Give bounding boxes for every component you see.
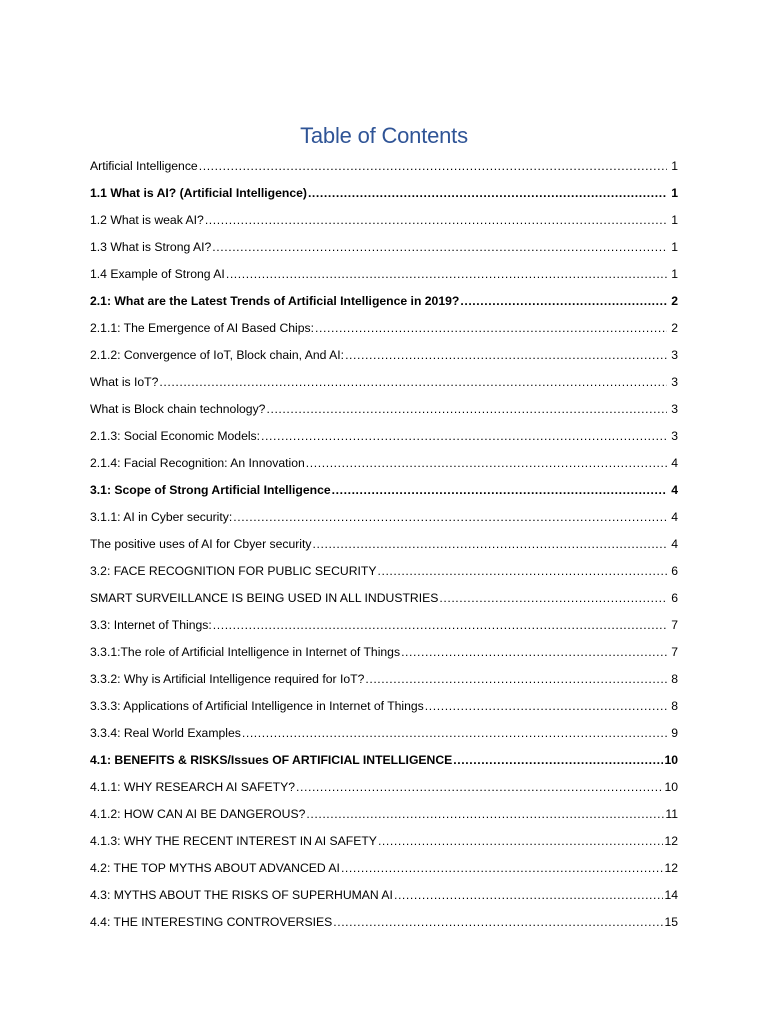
toc-entry[interactable] <box>90 423 678 450</box>
toc-page-number: 8 <box>671 699 678 713</box>
toc-entry-label: 3.3: Internet of Things: <box>90 618 212 632</box>
toc-entry-label: The positive uses of AI for Cbyer security <box>90 537 312 551</box>
toc-list <box>90 153 678 936</box>
toc-entry-label: 4.1: BENEFITS & RISKS/Issues OF ARTIFICIAL INTELLIGENCE <box>90 753 453 767</box>
toc-entry-label: 4.1.2: HOW CAN AI BE DANGEROUS? <box>90 807 306 821</box>
toc-entry-label: SMART SURVEILLANCE IS BEING USED IN ALL INDUSTRIES <box>90 591 439 605</box>
toc-dot-leader <box>378 828 664 855</box>
toc-entry[interactable] <box>90 234 678 261</box>
toc-dot-leader <box>306 450 667 477</box>
toc-entry[interactable] <box>90 180 678 207</box>
toc-page-number: 6 <box>671 564 678 578</box>
toc-page-number: 6 <box>671 591 678 605</box>
toc-dot-leader <box>332 477 667 504</box>
toc-entry-label: 3.2: FACE RECOGNITION FOR PUBLIC SECURITY <box>90 564 377 578</box>
toc-dot-leader <box>401 639 667 666</box>
toc-dot-leader <box>261 423 667 450</box>
toc-page-number: 3 <box>671 375 678 389</box>
toc-entry[interactable] <box>90 504 678 531</box>
toc-entry-label: 4.1.3: WHY THE RECENT INTEREST IN AI SAFETY <box>90 834 377 848</box>
toc-page-number: 2 <box>671 294 678 308</box>
toc-entry-label: 2.1: What are the Latest Trends of Artificial Intelligence in 2019? <box>90 294 460 308</box>
toc-entry-label: 3.3.3: Applications of Artificial Intelligence in Internet of Things <box>90 699 424 713</box>
toc-dot-leader <box>226 261 667 288</box>
toc-dot-leader <box>453 747 663 774</box>
toc-entry[interactable] <box>90 909 678 936</box>
toc-entry[interactable] <box>90 639 678 666</box>
toc-entry-label: 3.3.4: Real World Examples <box>90 726 241 740</box>
toc-entry[interactable] <box>90 882 678 909</box>
toc-entry-label: 4.3: MYTHS ABOUT THE RISKS OF SUPERHUMAN AI <box>90 888 393 902</box>
toc-entry-label: What is Block chain technology? <box>90 402 266 416</box>
toc-dot-leader <box>460 288 667 315</box>
toc-entry[interactable] <box>90 747 678 774</box>
toc-dot-leader <box>377 558 667 585</box>
toc-entry[interactable] <box>90 558 678 585</box>
toc-entry-label: 4.1.1: WHY RESEARCH AI SAFETY? <box>90 780 295 794</box>
toc-dot-leader <box>212 234 667 261</box>
toc-entry[interactable] <box>90 369 678 396</box>
toc-page-number: 10 <box>664 753 678 767</box>
toc-dot-leader <box>308 180 667 207</box>
toc-entry[interactable] <box>90 261 678 288</box>
toc-dot-leader <box>213 612 667 639</box>
toc-entry-label: 2.1.1: The Emergence of AI Based Chips: <box>90 321 315 335</box>
toc-page-number: 4 <box>671 537 678 551</box>
toc-dot-leader <box>315 315 667 342</box>
toc-dot-leader <box>199 153 667 180</box>
toc-entry[interactable] <box>90 153 678 180</box>
toc-dot-leader <box>233 504 667 531</box>
toc-page-number: 15 <box>664 915 678 929</box>
toc-entry[interactable] <box>90 288 678 315</box>
toc-entry[interactable] <box>90 801 678 828</box>
toc-dot-leader <box>345 342 667 369</box>
toc-page-number: 1 <box>671 240 678 254</box>
toc-entry[interactable] <box>90 855 678 882</box>
toc-entry-label: 1.3 What is Strong AI? <box>90 240 212 254</box>
toc-entry-label: 2.1.2: Convergence of IoT, Block chain, And AI: <box>90 348 345 362</box>
toc-page-number: 12 <box>664 861 678 875</box>
toc-entry[interactable] <box>90 720 678 747</box>
toc-entry-label: 3.3.2: Why is Artificial Intelligence required for IoT? <box>90 672 365 686</box>
toc-page-number: 10 <box>664 780 678 794</box>
toc-page-number: 12 <box>664 834 678 848</box>
toc-entry[interactable] <box>90 828 678 855</box>
toc-dot-leader <box>266 396 667 423</box>
toc-entry[interactable] <box>90 477 678 504</box>
toc-entry[interactable] <box>90 774 678 801</box>
toc-entry-label: 3.1.1: AI in Cyber security: <box>90 510 233 524</box>
toc-page-number: 1 <box>671 267 678 281</box>
toc-page-number: 4 <box>671 456 678 470</box>
toc-entry[interactable] <box>90 315 678 342</box>
toc-page-number: 14 <box>664 888 678 902</box>
toc-dot-leader <box>341 855 664 882</box>
toc-page-number: 3 <box>671 429 678 443</box>
toc-dot-leader <box>425 693 667 720</box>
toc-dot-leader <box>306 801 664 828</box>
toc-page-number: 11 <box>665 807 678 821</box>
toc-page-number: 4 <box>671 510 678 524</box>
toc-entry-label: 4.2: THE TOP MYTHS ABOUT ADVANCED AI <box>90 861 340 875</box>
toc-entry-label: Artificial Intelligence <box>90 159 198 173</box>
toc-entry-label: 1.4 Example of Strong AI <box>90 267 225 281</box>
toc-entry-label: 4.4: THE INTERESTING CONTROVERSIES <box>90 915 333 929</box>
toc-entry[interactable] <box>90 342 678 369</box>
toc-entry[interactable] <box>90 396 678 423</box>
toc-entry[interactable] <box>90 531 678 558</box>
toc-entry-label: 2.1.4: Facial Recognition: An Innovation <box>90 456 305 470</box>
toc-heading: Table of Contents <box>300 123 468 148</box>
toc-page-number: 2 <box>671 321 678 335</box>
toc-dot-leader <box>159 369 667 396</box>
toc-entry-label: 1.1 What is AI? (Artificial Intelligence) <box>90 186 307 200</box>
toc-entry-label: What is IoT? <box>90 375 159 389</box>
toc-entry[interactable] <box>90 693 678 720</box>
toc-dot-leader <box>313 531 668 558</box>
toc-page-number: 1 <box>671 186 678 200</box>
toc-entry-label: 3.1: Scope of Strong Artificial Intelligence <box>90 483 331 497</box>
toc-dot-leader <box>296 774 663 801</box>
toc-entry[interactable] <box>90 207 678 234</box>
toc-dot-leader <box>394 882 663 909</box>
toc-page-number: 7 <box>671 645 678 659</box>
toc-page-number: 7 <box>671 618 678 632</box>
toc-page-number: 9 <box>671 726 678 740</box>
toc-page-number: 1 <box>671 213 678 227</box>
toc-page-number: 3 <box>671 348 678 362</box>
toc-page-number: 8 <box>671 672 678 686</box>
toc-entry[interactable] <box>90 450 678 477</box>
toc-page-number: 1 <box>671 159 678 173</box>
toc-entry-label: 3.3.1:The role of Artificial Intelligence in Internet of Things <box>90 645 401 659</box>
toc-dot-leader <box>439 585 667 612</box>
toc-page-number: 3 <box>671 402 678 416</box>
toc-dot-leader <box>205 207 667 234</box>
toc-entry[interactable] <box>90 612 678 639</box>
toc-page-number: 4 <box>671 483 678 497</box>
toc-entry-label: 2.1.3: Social Economic Models: <box>90 429 261 443</box>
toc-dot-leader <box>365 666 667 693</box>
toc-entry[interactable] <box>90 666 678 693</box>
toc-entry[interactable] <box>90 585 678 612</box>
toc-entry-label: 1.2 What is weak AI? <box>90 213 204 227</box>
toc-dot-leader <box>242 720 667 747</box>
toc-dot-leader <box>333 909 663 936</box>
